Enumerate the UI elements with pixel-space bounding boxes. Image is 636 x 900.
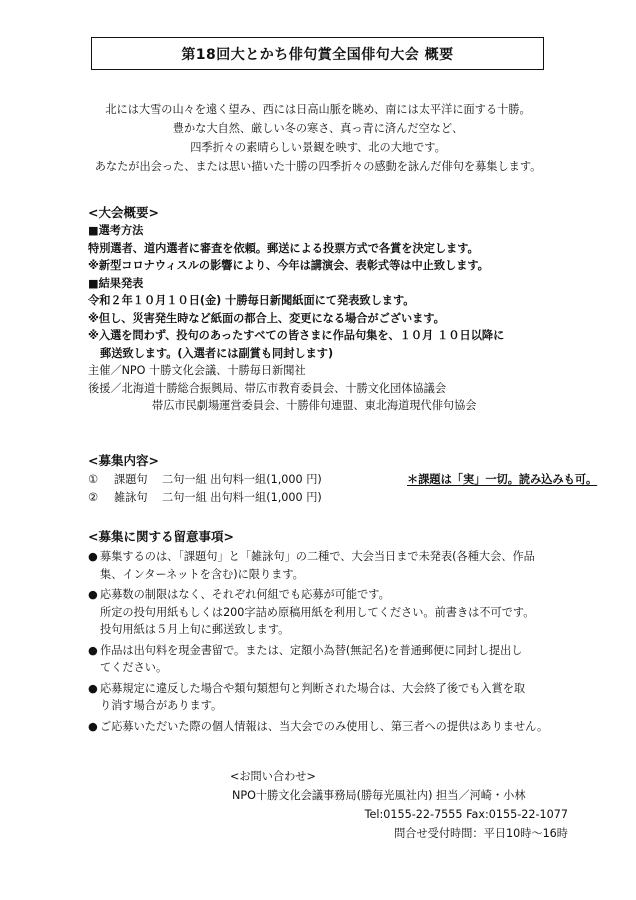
organizer-line: 主催／NPO 十勝文化会議、十勝毎日新聞社 [88,364,306,377]
contact-hours: 問合せ受付時間：平日10時〜16時 [394,827,568,840]
theme-note: ＊課題は「実」一切。読み込みも可。 [407,473,598,486]
note-line: てください。 [100,661,168,674]
note-line: 作品は出句料を現金書留で。または、定額小為替(無記名)を普通郵便に同封し提出し [100,643,523,657]
note-line: ご応募いただいた際の個人情報は、当大会でのみ使用し、第三者への提供はありません。 [100,719,549,733]
result-line: ※入選を問わず、投句のあったすべての皆さまに作品句集を、１０月 １０日以降に [88,329,505,342]
contact-office: NPO十勝文化会議事務局(勝毎光風社内) 担当／河崎・小林 [232,789,526,802]
item-fee: 二句一組 出句料一組(1,000 円) [162,473,322,486]
bullet-icon: ● [88,681,98,695]
result-line: ※但し、災害発生時など紙面の都合上、変更になる場合がございます。 [88,311,445,325]
document-title: 第18回大とかち俳句賞全国俳句大会 概要 [91,37,544,70]
result-line: 郵送致します。(入選者には副賞も同封します) [100,346,334,360]
intro-line: 北には大雪の山々を遠く望み、西には日高山脈を眺め、南には太平洋に面する十勝。 [105,103,531,116]
item-fee: 二句一組 出句料一組(1,000 円) [162,491,322,504]
note-line: 集、インターネットを含む)に限ります。 [100,567,304,581]
recruitment-item [88,489,597,507]
note-item [88,642,558,677]
note-line: り消す場合があります。 [100,699,223,712]
selection-heading: ■選考方法 [88,224,144,237]
note-line: 所定の投句用紙もしくは200字詰め原稿用紙を利用してください。前書きは不可です。 [100,605,535,619]
recruitment-item [88,471,597,489]
overview-heading: <大会概要> [88,205,159,220]
notes-heading: <募集に関する留意事項> [88,529,234,544]
bullet-icon: ● [88,550,98,563]
overview-section [88,222,504,415]
bullet-icon: ● [88,643,98,657]
notes-list [88,548,558,735]
item-number: ② [88,491,99,504]
intro-line: あなたが出会った、または思い描いた十勝の四季折々の感動を詠んだ俳句を募集します。 [94,160,542,173]
supporters-line: 後援／北海道十勝総合振興局、帯広市教育委員会、十勝文化団体協議会 [88,381,447,395]
note-line: 投句用紙は５月上旬に郵送致します。 [100,623,290,636]
note-line: 応募数の制限はなく、それぞれ何組でも応募が可能です。 [100,588,390,601]
contact-block [230,767,568,843]
selection-line: 特別選者、道内選者に審査を依頼。郵送による投票方式で各賞を決定します。 [88,241,479,255]
recruitment-list [88,471,597,507]
contact-heading: <お問い合わせ> [230,770,316,783]
note-item [88,586,558,639]
note-item [88,680,558,715]
note-item [88,718,558,736]
note-line: 募集するのは、「課題句」と「雑詠句」の二種で、大会当日まで未発表(各種大会、作品 [100,550,535,563]
bullet-icon: ● [88,719,98,733]
recruitment-heading: <募集内容> [88,453,159,468]
supporters-line: 帯広市民劇場運営委員会、十勝俳句連盟、東北海道現代俳句協会 [152,399,477,412]
note-line: 応募規定に違反した場合や類句類想句と判断された場合は、大会終了後でも入賞を取 [100,681,526,695]
note-item [88,548,558,583]
selection-line: ※新型コロナウィスルの影響により、今年は講演会、表彰式等は中止致します。 [88,259,489,272]
bullet-icon: ● [88,588,98,601]
item-number: ① [88,473,99,486]
result-line: 令和２年１０月１０日(金) 十勝毎日新聞紙面にて発表致します。 [88,294,415,307]
item-name: 課題句 [114,473,148,486]
intro-line: 豊かな大自然、厳しい冬の寒さ、真っ青に済んだ空など、 [172,122,464,135]
intro-paragraph [60,100,576,176]
result-heading: ■結果発表 [88,276,144,290]
item-name: 雑詠句 [114,491,148,504]
intro-line: 四季折々の素晴らしい景観を映す、北の大地です。 [190,141,446,154]
contact-phone: Tel:0155-22-7555 Fax:0155-22-1077 [364,808,568,821]
